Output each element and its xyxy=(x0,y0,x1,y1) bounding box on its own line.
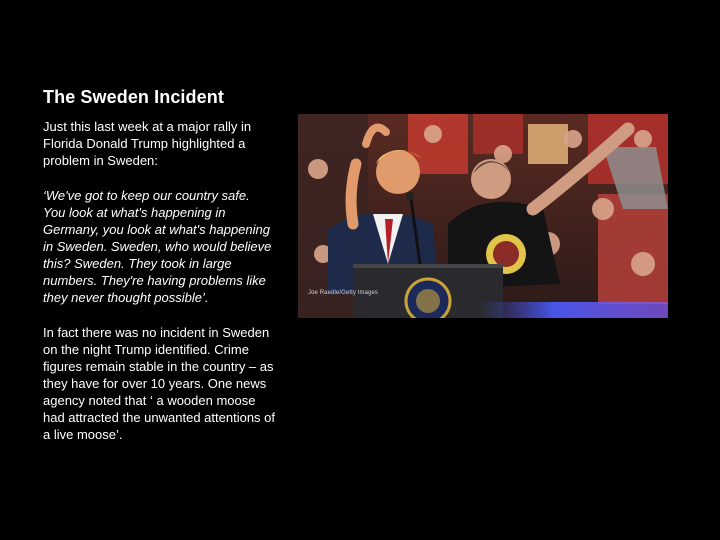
rally-photo xyxy=(298,114,668,318)
photo-credit: Joe Raedle/Getty Images xyxy=(308,290,379,296)
fact-paragraph: In fact there was no incident in Sweden on the night Trump identified. Crime figures remain stable in the country – as they have for over 10 years. One news agency noted that ‘ a wooden moose had attracted the unwanted attentions of a live moose’. xyxy=(43,325,276,442)
slide-body xyxy=(43,118,275,443)
rally-photo-illustration xyxy=(298,114,668,318)
slide-title: The Sweden Incident xyxy=(43,87,224,107)
trump-quote: ‘We've got to keep our country safe. You look at what's happening in Germany, you look at what's happening in Sweden. Sweden, who would believe this? Sweden. They took in large numbers. They're having problems like they never thought possible’. xyxy=(43,188,272,305)
intro-paragraph: Just this last week at a major rally in Florida Donald Trump highlighted a problem in Sweden: xyxy=(43,119,252,168)
